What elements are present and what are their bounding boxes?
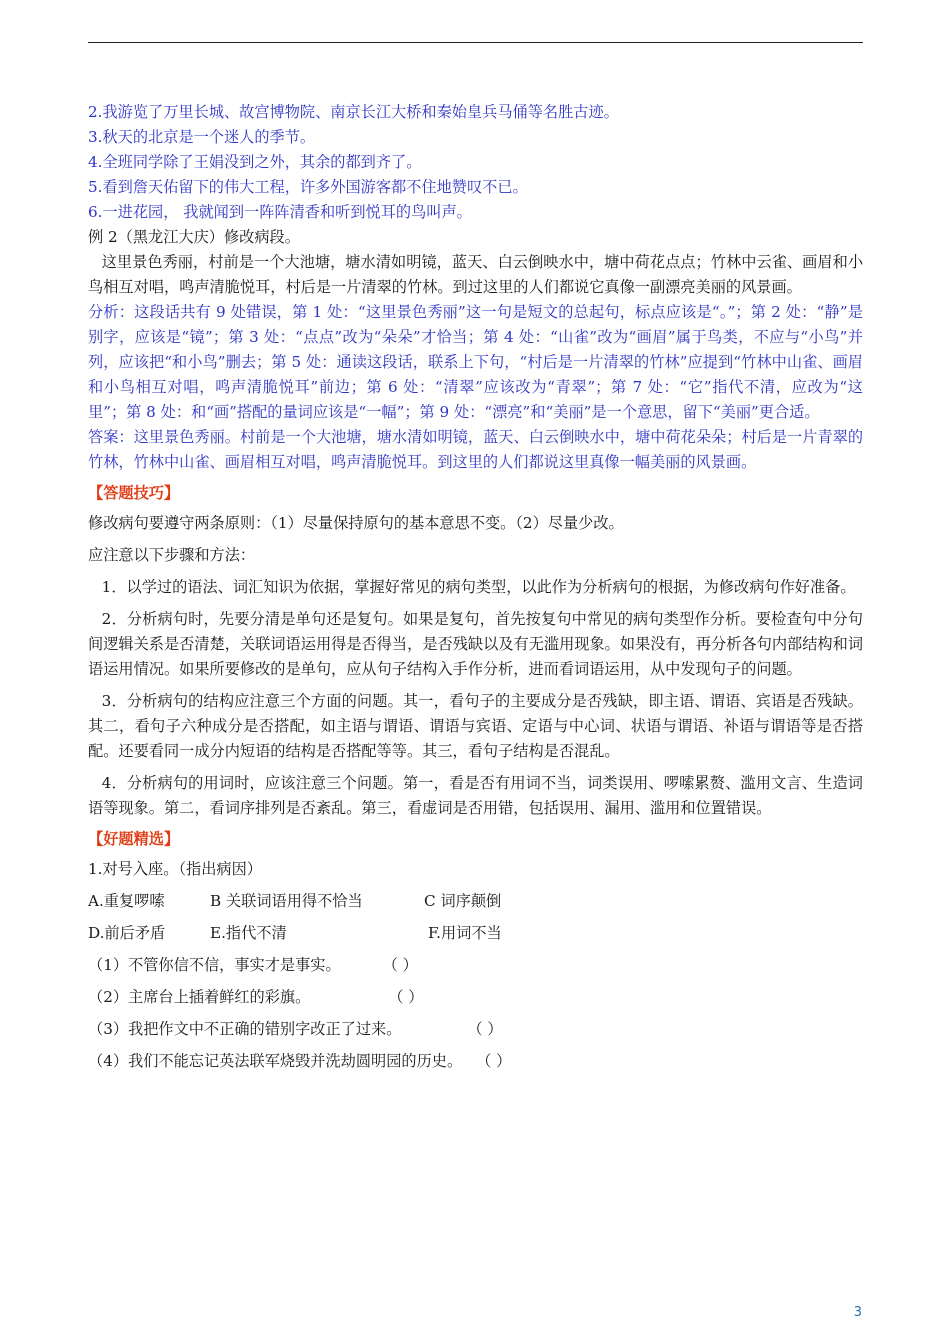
option-f: F.用词不当 [428,924,502,942]
selected-heading: 【好题精选】 [88,830,180,848]
question-item [88,1017,863,1042]
example-sentence: 5.看到詹天佑留下的伟大工程，许多外国游客都不住地赞叹不已。 [88,178,528,196]
question-text: （3）我把作文中不正确的错别字改正了过来。 [88,1020,402,1038]
page-number: 3 [853,1305,862,1320]
tips-paragraph: 4．分析病句的用词时，应该注意三个问题。第一，看是否有用词不当，词类误用、啰嗦累赘、滥用文言、生造词语等现象。第二，看词序排列是否紊乱。第三，看虚词是否用错，包括误用、漏用、滥用和位置错误。 [88,774,863,817]
option-d: D.前后矛盾 [88,924,166,942]
question-text: （4）我们不能忘记英法联军烧毁并洗劫圆明园的历史。 [88,1052,463,1070]
question-item [88,985,863,1010]
option-a: A.重复啰嗦 [88,892,165,910]
question-text: （2）主席台上插着鲜红的彩旗。 [88,988,311,1006]
tips-paragraph: 修改病句要遵守两条原则：（1）尽量保持原句的基本意思不变。（2）尽量少改。 [88,514,624,532]
example-sentence: 6.一进花园， 我就闻到一阵阵清香和听到悦耳的鸟叫声。 [88,203,472,221]
tips-paragraph: 2．分析病句时，先要分清是单句还是复句。如果是复句，首先按复句中常见的病句类型作分析。要检查句中分句间逻辑关系是否清楚，关联词语运用得是否得当，是否残缺以及有无滥用现象。如果没有，再分析各句内部结构和词语运用情况。如果所要修改的是单句，应从句子结构入手作分析，进而看词语运用，从中发现句子的问题。 [88,610,863,678]
tips-paragraph: 1．以学过的语法、词汇知识为依据，掌握好常见的病句类型，以此作为分析病句的根据，为修改病句作好准备。 [101,578,856,596]
example2-analysis: 分析：这段话共有 9 处错误，第 1 处：“这里景色秀丽”这一句是短文的总起句，标点应该是“。”；第 2 处：“静”是别字，应该是“镜”；第 3 处：“点点”改为“朵朵”才恰当；第 4 处：“山雀”改为“画眉”属于鸟类，不应与“小鸟”并列，应该把“和小鸟”删去；第 5 处：通读这段话，联系上下句，“村后是一片清翠的竹林”应提到“竹林中山雀、画眉和小鸟相互对唱，鸣声清脆悦耳”前边；第 6 处：“清翠”应该改为“青翠”；第 7 处：“它”指代不清，应改为“这里”；第 8 处：和“画”搭配的量词应该是“一幅”；第 9 处：“漂亮”和“美丽”是一个意思，留下“美丽”更合适。 [88,303,863,421]
example-sentence: 4.全班同学除了王娟没到之外，其余的都到齐了。 [88,153,422,171]
option-e: E.指代不清 [210,924,287,942]
question-item [88,953,863,978]
options-row [88,921,863,946]
answer-blank[interactable]: （ ） [388,988,424,1006]
option-b: B 关联词语用得不恰当 [210,892,363,910]
question-title: 1.对号入座。（指出病因） [88,860,262,878]
answer-blank[interactable]: （ ） [467,1020,503,1038]
option-c: C 词序颠倒 [424,892,502,910]
tips-paragraph: 3．分析病句的结构应注意三个方面的问题。其一，看句子的主要成分是否残缺，即主语、谓语、宾语是否残缺。其二，看句子六种成分是否搭配，如主语与谓语、谓语与宾语、定语与中心词、状语与谓语、补语与谓语等是否搭配。还要看同一成分内短语的结构是否搭配等等。其三，看句子结构是否混乱。 [88,692,863,760]
header-rule [88,42,863,43]
example2-title: 例 2（黑龙江大庆）修改病段。 [88,228,300,246]
page-content [88,100,863,1074]
tips-paragraph: 应注意以下步骤和方法： [88,546,256,564]
question-text: （1）不管你信不信，事实才是事实。 [88,956,341,974]
example2-passage: 这里景色秀丽，村前是一个大池塘，塘水清如明镜，蓝天、白云倒映水中，塘中荷花点点；竹林中云雀、画眉和小鸟相互对唱，鸣声清脆悦耳，村后是一片清翠的竹林。到过这里的人们都说它真像一副漂亮美丽的风景画。 [88,253,863,296]
answer-blank[interactable]: （ ） [382,956,418,974]
answer-blank[interactable]: （ ） [476,1052,512,1070]
example-sentence: 2.我游览了万里长城、故宫博物院、南京长江大桥和秦始皇兵马俑等名胜古迹。 [88,103,619,121]
tips-heading: 【答题技巧】 [88,484,180,502]
example-sentence: 3.秋天的北京是一个迷人的季节。 [88,128,316,146]
example2-answer: 答案：这里景色秀丽。村前是一个大池塘，塘水清如明镜，蓝天、白云倒映水中，塘中荷花朵朵；村后是一片青翠的竹林，竹林中山雀、画眉相互对唱，鸣声清脆悦耳。到这里的人们都说这里真像一幅美丽的风景画。 [88,428,863,471]
options-row [88,889,863,914]
question-item [88,1049,863,1074]
